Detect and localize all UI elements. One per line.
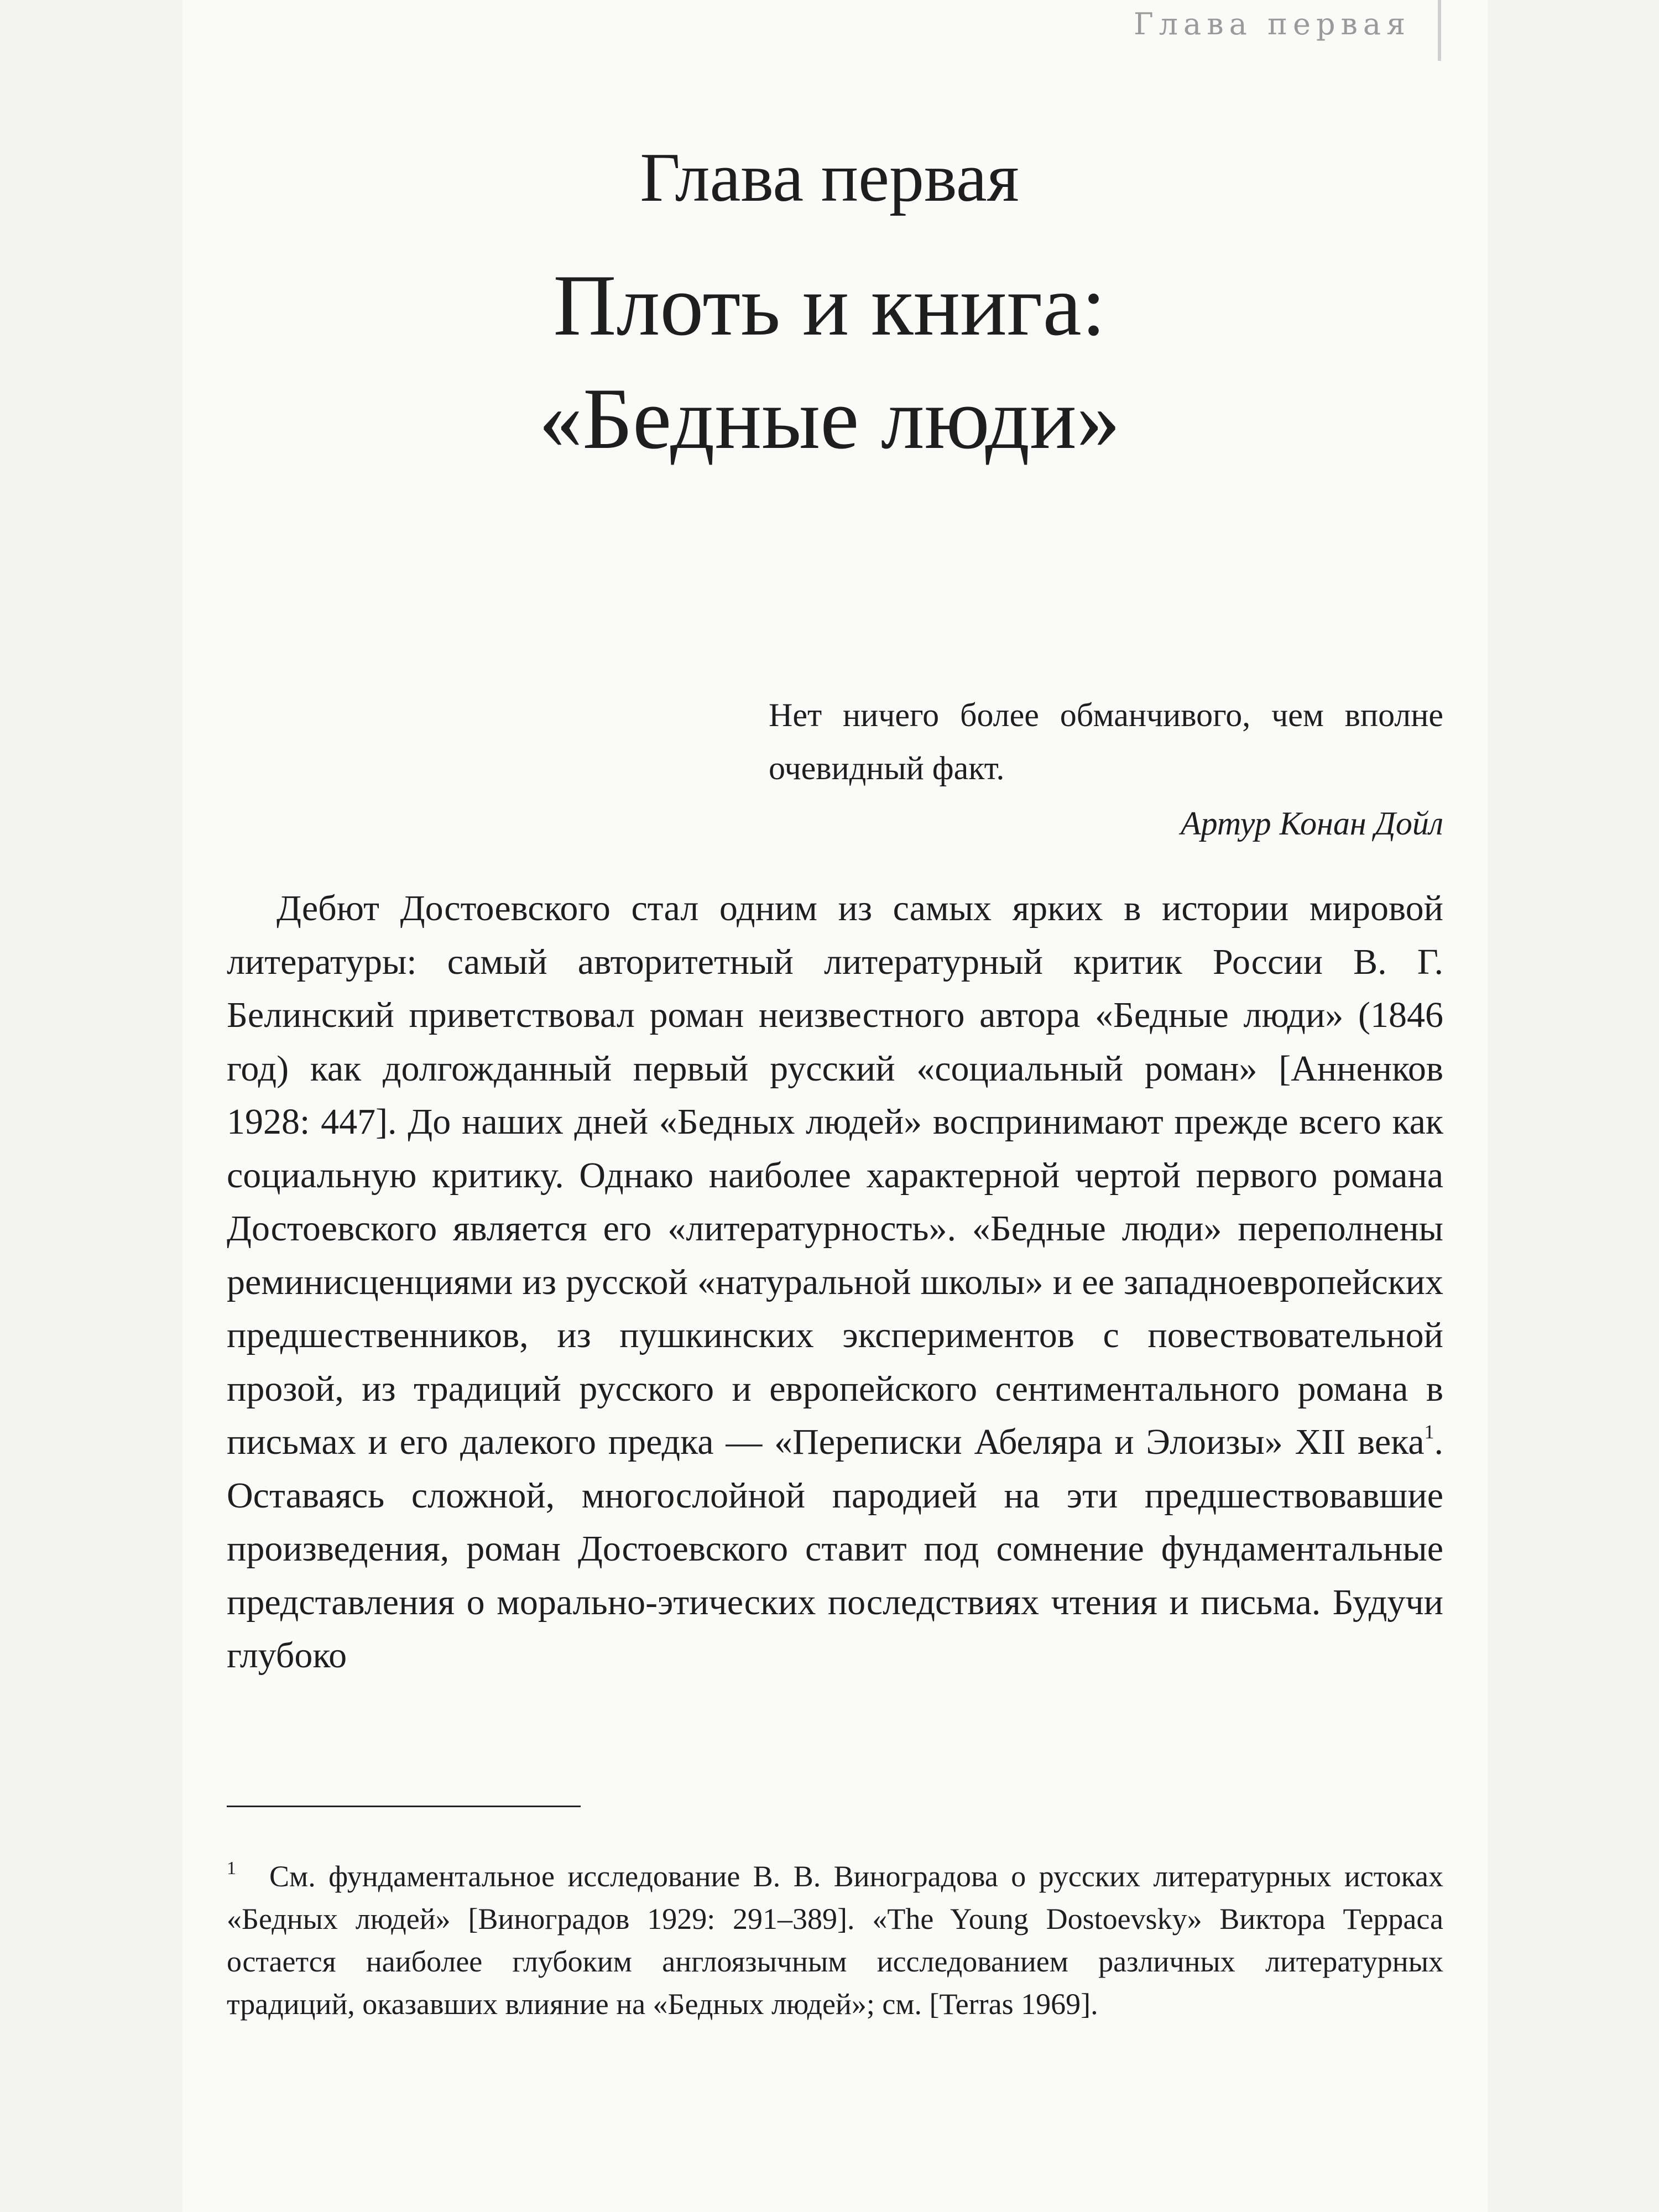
body-paragraph (227, 882, 1443, 1683)
footnote-reference[interactable]: 1 (1424, 1421, 1434, 1443)
epigraph-author: Артур Конан Дойл (1181, 805, 1443, 842)
epigraph (769, 688, 1443, 850)
body-text-part-1: Дебют Достоевского стал одним из самых ярких в истории мировой литературы: самый авторитетный литературный критик России В. Г. Белинский приветствовал роман неизвестного автора «Бедные люди» (1846 год) как долгожданный первый русский «социальный роман» [Анненков 1928: 447]. До наших дней «Бедных людей» воспринимают прежде всего как социальную критику. Однако наиболее характерной чертой первого романа Достоевского является его «литературность». «Бедные люди» переполнены реминисценциями из русской «натуральной школы» и ее западноевропейских предшественников, из пушкинских экспериментов с повествовательной прозой, из традиций русского и европейского сентиментального романа в письмах и его далекого предка — «Переписки Абеляра и Элоизы» XII века (227, 888, 1443, 1462)
footnote-number: 1 (227, 1858, 236, 1879)
epigraph-quote: Нет ничего более обманчивого, чем вполне очевидный факт. (769, 697, 1443, 786)
chapter-title-line-2: «Бедные люди» (539, 371, 1120, 467)
running-head-divider (1438, 0, 1441, 61)
body-text (227, 882, 1443, 1683)
chapter-title-line-1: Плоть и книга: (553, 257, 1106, 354)
footnote-divider (227, 1806, 581, 1807)
chapter-label: Глава первая (640, 139, 1019, 216)
body-text-part-2: . Оставаясь сложной, многослойной пародией на эти предшествовавшие произведения, роман Достоевского ставит под сомнение фундаментальные представления о морально-этических последствиях чтения и письма. Будучи глубоко (227, 1422, 1443, 1676)
running-head: Глава первая (1134, 7, 1411, 41)
footnote-text: См. фундаментальное исследование В. В. Виноградова о русских литературных истоках «Бедных людей» [Виноградов 1929: 291–389]. «The Young Dostoevsky» Виктора Терраса остается наиболее глубоким англоязычным исследованием различных литературных традиций, оказавших влияние на «Бедных людей»; см. [Terras 1969]. (227, 1860, 1443, 2021)
chapter-title (0, 249, 1659, 476)
footnote (227, 1855, 1443, 2026)
